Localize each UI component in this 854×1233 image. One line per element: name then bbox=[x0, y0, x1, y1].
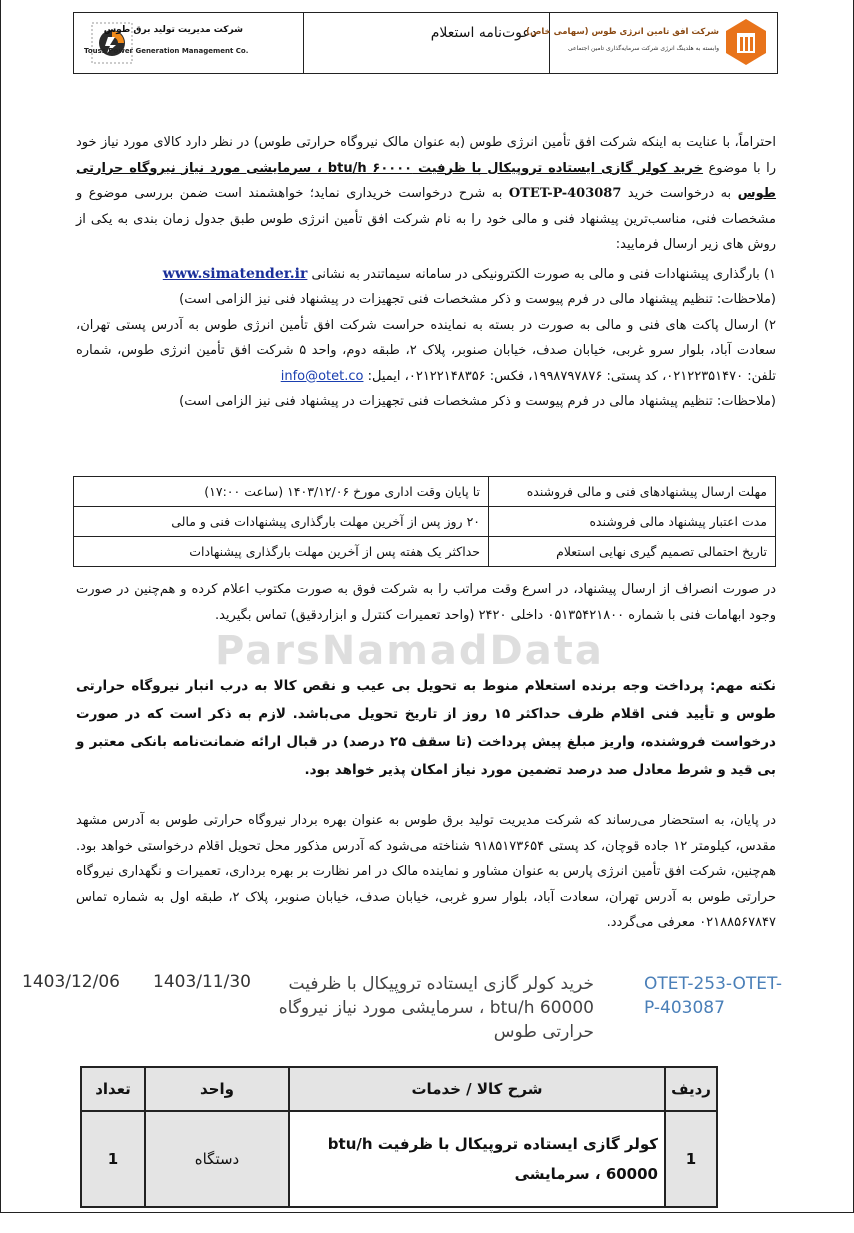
item1-text: ۱) بارگذاری پیشنهادات فنی و مالی به صورت الکترونیکی در سامانه سیماتندر به نشانی bbox=[311, 266, 776, 282]
intro-paragraph bbox=[76, 130, 776, 415]
row-number: 1 bbox=[665, 1111, 717, 1207]
table-header-row bbox=[81, 1067, 717, 1111]
note2-text: (ملاحظات: تنظیم پیشنهاد مالی در فرم پیوست و ذکر مشخصات فنی تجهیزات در پیشنهاد فنی نیز الزامی است) bbox=[179, 394, 776, 409]
schedule-label: مدت اعتبار پیشنهاد مالی فروشنده bbox=[489, 507, 776, 537]
cancel-text: در صورت انصراف از ارسال پیشنهاد، در اسرع وقت مراتب را به شرکت فوق به صورت مکتوب اعلام کرده و هم‌چنین در صورت وجود ابهامات فنی با شماره ۰۵۱۳۵۴۲۱۸۰۰ داخلی ۲۴۲۰ (واحد تعمیرات کنترل و ابزاردقیق) تماس بگیرید. bbox=[76, 582, 776, 623]
intro-end-text: به شرح درخواست خریداری نماید؛ خواهشمند است ضمن بررسی موضوع و مشخصات فنی، مناسب‌ترین پیشنهاد فنی و مالی خود را به نام شرکت افق تأمین انرژی طوس طبق جدول زمان بندی به یکی از روش های زیر ارسال فرمایید: bbox=[76, 186, 776, 252]
column-header: واحد bbox=[145, 1067, 289, 1111]
table-row bbox=[81, 1111, 717, 1207]
intro-text: احتراماً، با عنایت به اینکه شرکت افق تأمین انرژی طوس (به عنوان مالک نیروگاه حرارتی طوس) در نظر دارد کالای مورد نیاز خود را با موضوع bbox=[76, 135, 777, 176]
ofogh-logo-cell bbox=[526, 13, 777, 73]
tender-code: OTET-253-OTET-P-403087 bbox=[644, 974, 782, 1018]
watermark: ParsNamadData bbox=[215, 628, 604, 674]
item-quantity: 1 bbox=[81, 1111, 145, 1207]
column-header: شرح کالا / خدمات bbox=[289, 1067, 665, 1111]
email-link[interactable]: info@otet.co bbox=[280, 368, 364, 384]
request-number: OTET-P-403087 bbox=[508, 186, 622, 201]
document-title: دعوت‌نامه استعلام bbox=[430, 25, 537, 41]
item-unit: دستگاه bbox=[145, 1111, 289, 1207]
touss-company-name-en: Touss Power Generation Management Co. bbox=[84, 47, 249, 55]
letterhead bbox=[73, 12, 778, 74]
column-header: ردیف bbox=[665, 1067, 717, 1111]
ofogh-logo-icon bbox=[723, 17, 769, 67]
subject-text: خرید کولر گازی ایستاده تروپیکال با ظرفیت ۶۰۰۰۰ btu/h ، سرمایشی مورد نیاز نیروگاه حرارتی طوس bbox=[76, 160, 777, 201]
cancel-paragraph bbox=[76, 577, 776, 628]
table-row bbox=[74, 477, 776, 507]
deadline-date: 1403/12/06 bbox=[22, 972, 120, 992]
intro-mid-text: به درخواست خرید bbox=[627, 186, 732, 201]
important-paragraph bbox=[76, 672, 776, 784]
schedule-value: تا پایان وقت اداری مورخ ۱۴۰۳/۱۲/۰۶ (ساعت ۱۷:۰۰) bbox=[74, 477, 489, 507]
tender-description: خرید کولر گازی ایستاده تروپیکال با ظرفیت btu/h 60000 ، سرمایشی مورد نیاز نیروگاه حرارتی طوس bbox=[278, 974, 594, 1042]
items-table bbox=[80, 1066, 718, 1208]
column-header: تعداد bbox=[81, 1067, 145, 1111]
table-row bbox=[74, 537, 776, 567]
title-cell bbox=[304, 13, 550, 73]
table-row bbox=[74, 507, 776, 537]
schedule-table bbox=[73, 476, 776, 567]
touss-company-name: شرکت مدیریت تولید برق طوس bbox=[103, 25, 243, 35]
schedule-label: مهلت ارسال پیشنهادهای فنی و مالی فروشنده bbox=[489, 477, 776, 507]
ofogh-company-name: شرکت افق تامین انرژی طوس (سهامی خاص) bbox=[526, 27, 719, 37]
closing-paragraph bbox=[76, 808, 776, 936]
important-text: نکته مهم: پرداخت وجه برنده استعلام منوط به تحویل بی عیب و نقص کالا به درب انبار نیروگاه حرارتی طوس و تأیید فنی اقلام ظرف حداکثر ۱۵ روز از تاریخ تحویل می‌باشد. لازم به ذکر است که در صورت درخواست فروشنده، واریز مبلغ پیش پرداخت (تا سقف ۲۵ درصد) در قبال ارائه ضمانت‌نامه بانکی معتبر و بی قید و شرط معادل صد درصد تضمین مورد نیاز امکان پذیر خواهد بود. bbox=[76, 678, 776, 778]
item2-text: ۲) ارسال پاکت های فنی و مالی به صورت در بسته به نماینده حراست شرکت افق تأمین انرژی طوس به آدرس پستی تهران، سعادت آباد، بلوار سرو غربی، خیابان صدف، خیابان صنوبر، پلاک ۲، طبقه دوم، واحد ۵ شرکت افق تأمین انرژی طوس، شماره تلفن: ۰۲۱۲۲۳۵۱۴۷۰، کد پستی: ۱۹۹۸۷۹۷۸۷۶، فکس: ۰۲۱۲۲۱۴۸۳۵۶، ایمیل: bbox=[76, 317, 776, 384]
schedule-label: تاریخ احتمالی تصمیم گیری نهایی استعلام bbox=[489, 537, 776, 567]
touss-logo-cell bbox=[74, 13, 304, 73]
publish-date: 1403/11/30 bbox=[153, 972, 251, 992]
note1-text: (ملاحظات: تنظیم پیشنهاد مالی در فرم پیوست و ذکر مشخصات فنی تجهیزات در پیشنهاد فنی نیز الزامی است) bbox=[179, 292, 776, 307]
closing-text: در پایان، به استحضار می‌رساند که شرکت مدیریت تولید برق طوس به عنوان بهره بردار نیروگاه حرارتی طوس به آدرس مشهد مقدس، کیلومتر ۱۲ جاده قوچان، کد پستی ۹۱۸۵۱۷۳۶۵۴ شناخته می‌شود که آدرس مذکور محل تحویل اقلام درخواستی خواهد بود. هم‌چنین، شرکت افق تأمین انرژی پارس به عنوان مشاور و نماینده مالک در امر نظارت بر بهره برداری، تعمیرات و نگهداری نیروگاه حرارتی طوس به آدرس تهران، سعادت آباد، بلوار سرو غربی، خیابان صدف، خیابان صنوبر، پلاک ۲، طبقه اول به شماره تماس ۰۲۱۸۸۵۶۷۸۴۷ معرفی می‌گردد. bbox=[76, 813, 776, 930]
schedule-value: ۲۰ روز پس از آخرین مهلت بارگذاری پیشنهادات فنی و مالی bbox=[74, 507, 489, 537]
website-link[interactable]: www.simatender.ir bbox=[162, 265, 308, 282]
schedule-value: حداکثر یک هفته پس از آخرین مهلت بارگذاری پیشنهادات bbox=[74, 537, 489, 567]
ofogh-company-subtitle: وابسته به هلدینگ انرژی شرکت سرمایه‌گذاری تامین اجتماعی bbox=[567, 45, 719, 52]
item-description: کولر گازی ایستاده تروپیکال با ظرفیت btu/h 60000 ، سرمایشی bbox=[289, 1111, 665, 1207]
